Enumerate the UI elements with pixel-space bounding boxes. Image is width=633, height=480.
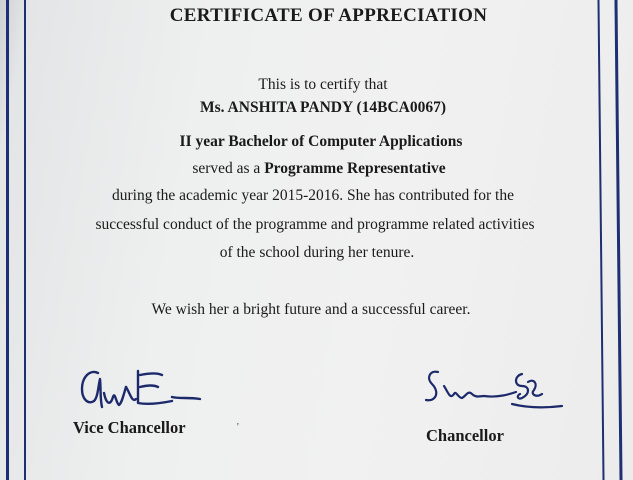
role-title: Programme Representative: [264, 160, 446, 177]
chancellor-signature: [418, 364, 564, 414]
left-outer-border: [6, 0, 9, 480]
right-outer-border: [614, 0, 622, 480]
vice-chancellor-signature: [76, 363, 206, 411]
right-inner-border: [597, 0, 604, 480]
body-line-2: successful conduct of the programme and programme related activities: [95, 216, 535, 233]
ink-dot: ': [237, 422, 239, 433]
body-line-1: during the academic year 2015-2016. She has contributed for the: [111, 187, 514, 204]
certificate-title: CERTIFICATE OF APPRECIATION: [169, 5, 488, 26]
left-inner-border: [24, 0, 26, 480]
role-line: [32, 160, 606, 178]
chancellor-title: Chancellor: [426, 426, 504, 445]
recipient-program: II year Bachelor of Computer Applications: [179, 133, 463, 150]
vice-chancellor-title: Vice Chancellor: [73, 418, 186, 437]
certify-intro: This is to certify that: [258, 76, 388, 93]
wish-line: We wish her a bright future and a successful career.: [151, 301, 471, 318]
role-prefix: served as a: [192, 160, 265, 177]
body-line-3: of the school during her tenure.: [219, 244, 415, 261]
recipient-name: Ms. ANSHITA PANDY (14BCA0067): [200, 99, 446, 116]
